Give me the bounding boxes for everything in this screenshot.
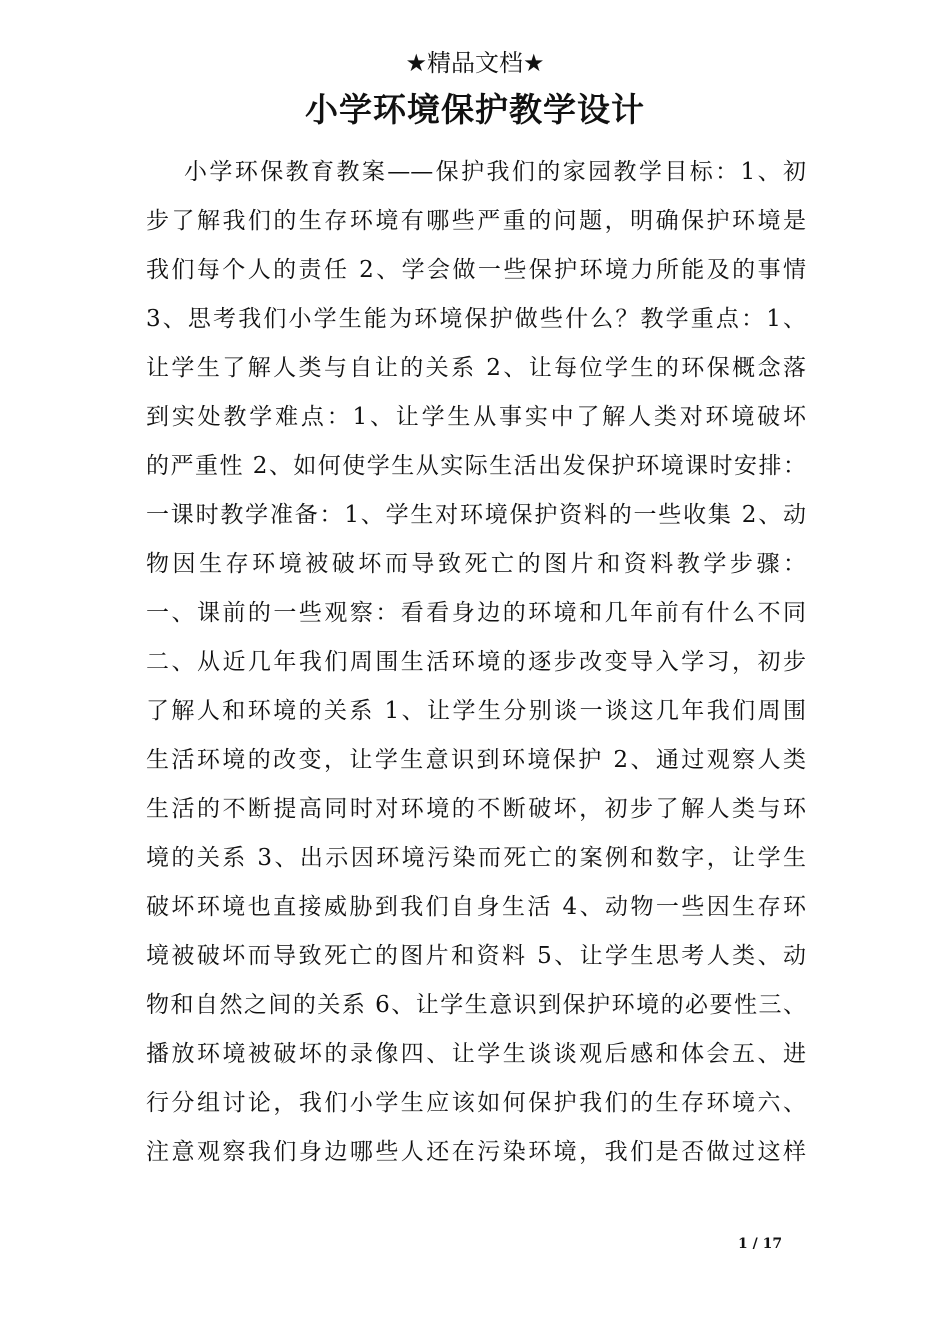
body-line: 一、课前的一些观察：看看身边的环境和几年前有什么不同 [146, 600, 806, 626]
body-line: 让学生了解人类与自让的关系 2、让每位学生的环保概念落 [146, 355, 806, 381]
body-line: 物和自然之间的关系 6、让学生意识到保护环境的必要性三、 [146, 992, 806, 1018]
body-line: 生活环境的改变，让学生意识到环境保护 2、通过观察人类 [146, 747, 806, 773]
body-line: 注意观察我们身边哪些人还在污染环境，我们是否做过这样 [146, 1139, 806, 1165]
body-line: 物因生存环境被破坏而导致死亡的图片和资料教学步骤： [146, 551, 806, 577]
body-line: 行分组讨论，我们小学生应该如何保护我们的生存环境六、 [146, 1090, 806, 1116]
header-mark: ★精品文档★ [405, 49, 545, 77]
body-line: 二、从近几年我们周围生活环境的逐步改变导入学习，初步 [146, 649, 806, 675]
body-line: 的严重性 2、如何使学生从实际生活出发保护环境课时安排： [146, 453, 806, 479]
body-line: 播放环境被破坏的录像四、让学生谈谈观后感和体会五、进 [146, 1041, 806, 1067]
body-line: 3、思考我们小学生能为环境保护做些什么？教学重点：1、 [146, 306, 806, 332]
document-title: 小学环境保护教学设计 [305, 90, 645, 129]
body-line: 生活的不断提高同时对环境的不断破坏，初步了解人类与环 [146, 796, 806, 822]
body-line: 步了解我们的生存环境有哪些严重的问题，明确保护环境是 [146, 208, 806, 234]
body-line: 破坏环境也直接威胁到我们自身生活 4、动物一些因生存环 [146, 894, 806, 920]
body-line: 了解人和环境的关系 1、让学生分别谈一谈这几年我们周围 [146, 698, 806, 724]
body-line: 到实处教学难点：1、让学生从事实中了解人类对环境破坏 [146, 404, 806, 430]
body-text [146, 148, 806, 1177]
body-line: 小学环保教育教案——保护我们的家园教学目标：1、初 [184, 159, 806, 185]
page-number: 1 / 17 [738, 1236, 783, 1252]
body-line: 我们每个人的责任 2、学会做一些保护环境力所能及的事情 [146, 257, 806, 283]
body-line: 境被破坏而导致死亡的图片和资料 5、让学生思考人类、动 [146, 943, 806, 969]
body-line: 一课时教学准备：1、学生对环境保护资料的一些收集 2、动 [146, 502, 806, 528]
body-line: 境的关系 3、出示因环境污染而死亡的案例和数字，让学生 [146, 845, 806, 871]
